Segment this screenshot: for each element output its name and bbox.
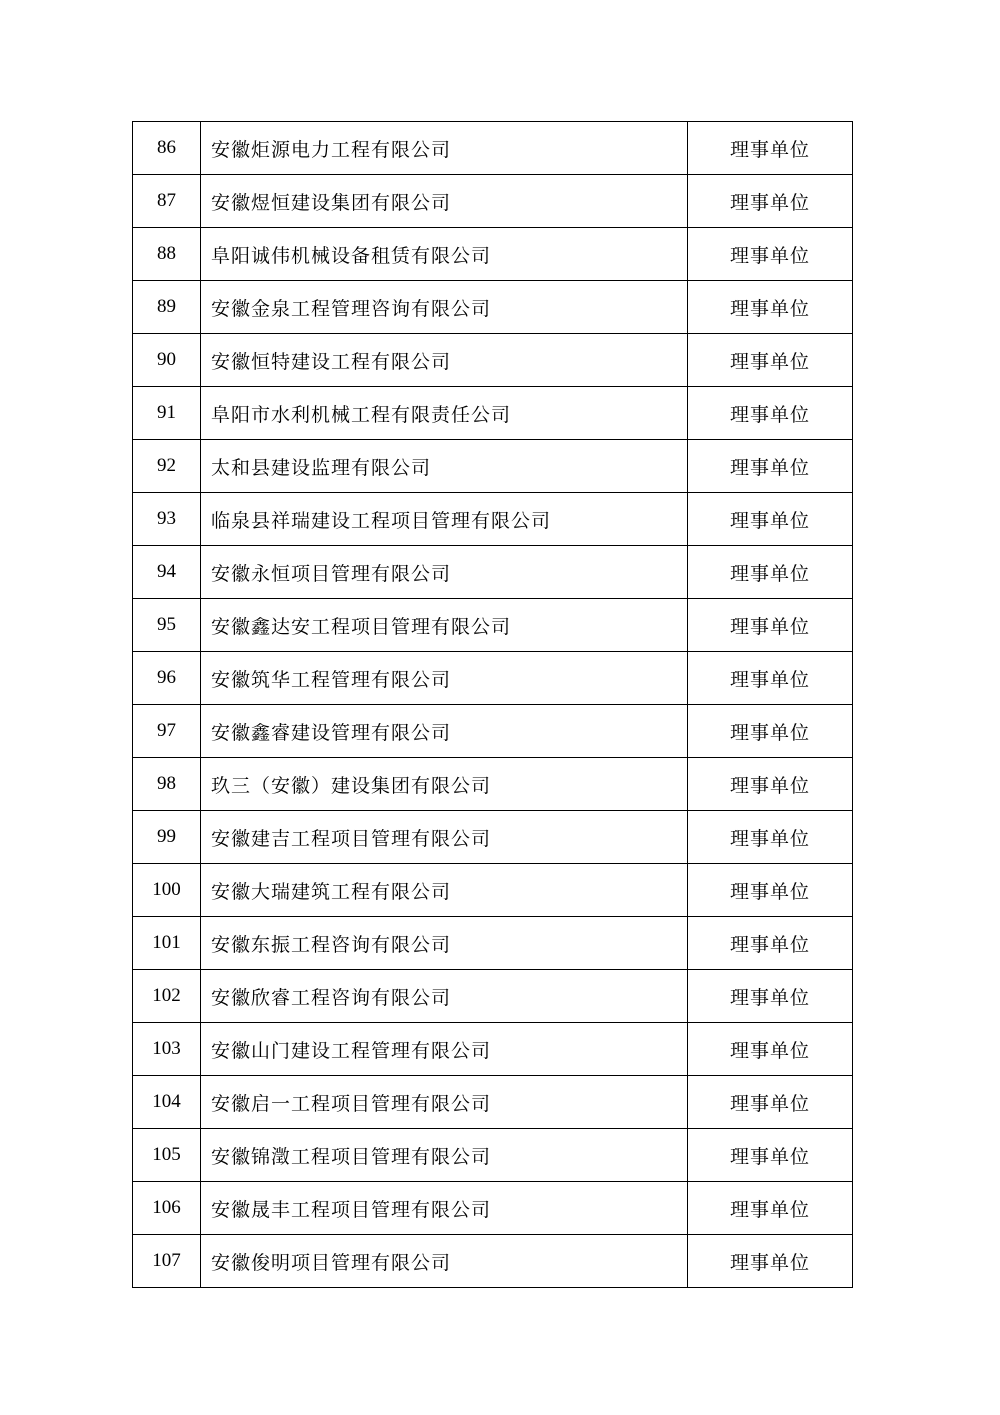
company-name: 玖三（安徽）建设集团有限公司 (201, 758, 688, 811)
table-row (133, 440, 853, 493)
table-row (133, 1129, 853, 1182)
table-row (133, 970, 853, 1023)
member-table (132, 121, 853, 1288)
table-row (133, 546, 853, 599)
row-number: 103 (133, 1023, 201, 1076)
row-number: 93 (133, 493, 201, 546)
table-row (133, 599, 853, 652)
member-role: 理事单位 (688, 440, 853, 493)
member-role: 理事单位 (688, 281, 853, 334)
row-number: 101 (133, 917, 201, 970)
table-row (133, 493, 853, 546)
member-role: 理事单位 (688, 599, 853, 652)
company-name: 阜阳诚伟机械设备租赁有限公司 (201, 228, 688, 281)
row-number: 98 (133, 758, 201, 811)
member-role: 理事单位 (688, 970, 853, 1023)
member-role: 理事单位 (688, 1023, 853, 1076)
row-number: 92 (133, 440, 201, 493)
member-role: 理事单位 (688, 1182, 853, 1235)
company-name: 安徽锦澂工程项目管理有限公司 (201, 1129, 688, 1182)
company-name: 安徽山门建设工程管理有限公司 (201, 1023, 688, 1076)
company-name: 安徽恒特建设工程有限公司 (201, 334, 688, 387)
company-name: 安徽鑫睿建设管理有限公司 (201, 705, 688, 758)
member-role: 理事单位 (688, 811, 853, 864)
row-number: 100 (133, 864, 201, 917)
company-name: 安徽筑华工程管理有限公司 (201, 652, 688, 705)
row-number: 87 (133, 175, 201, 228)
table-row (133, 758, 853, 811)
row-number: 99 (133, 811, 201, 864)
member-role: 理事单位 (688, 546, 853, 599)
member-role: 理事单位 (688, 1129, 853, 1182)
member-role: 理事单位 (688, 705, 853, 758)
member-role: 理事单位 (688, 917, 853, 970)
company-name: 安徽东振工程咨询有限公司 (201, 917, 688, 970)
row-number: 86 (133, 122, 201, 175)
row-number: 91 (133, 387, 201, 440)
table-row (133, 122, 853, 175)
company-name: 临泉县祥瑞建设工程项目管理有限公司 (201, 493, 688, 546)
table-row (133, 864, 853, 917)
table-row (133, 281, 853, 334)
company-name: 安徽大瑞建筑工程有限公司 (201, 864, 688, 917)
table-row (133, 175, 853, 228)
company-name: 安徽煜恒建设集团有限公司 (201, 175, 688, 228)
member-role: 理事单位 (688, 652, 853, 705)
member-role: 理事单位 (688, 1235, 853, 1288)
row-number: 88 (133, 228, 201, 281)
company-name: 安徽启一工程项目管理有限公司 (201, 1076, 688, 1129)
row-number: 96 (133, 652, 201, 705)
table-row (133, 1023, 853, 1076)
member-role: 理事单位 (688, 864, 853, 917)
row-number: 89 (133, 281, 201, 334)
row-number: 94 (133, 546, 201, 599)
row-number: 107 (133, 1235, 201, 1288)
company-name: 安徽永恒项目管理有限公司 (201, 546, 688, 599)
member-role: 理事单位 (688, 758, 853, 811)
company-name: 安徽炬源电力工程有限公司 (201, 122, 688, 175)
company-name: 安徽鑫达安工程项目管理有限公司 (201, 599, 688, 652)
member-role: 理事单位 (688, 1076, 853, 1129)
company-name: 安徽欣睿工程咨询有限公司 (201, 970, 688, 1023)
company-name: 太和县建设监理有限公司 (201, 440, 688, 493)
company-name: 安徽俊明项目管理有限公司 (201, 1235, 688, 1288)
company-name: 安徽晟丰工程项目管理有限公司 (201, 1182, 688, 1235)
table-row (133, 1235, 853, 1288)
table-row (133, 917, 853, 970)
member-table-body (133, 122, 853, 1288)
table-row (133, 387, 853, 440)
row-number: 102 (133, 970, 201, 1023)
member-role: 理事单位 (688, 228, 853, 281)
company-name: 阜阳市水利机械工程有限责任公司 (201, 387, 688, 440)
row-number: 105 (133, 1129, 201, 1182)
table-row (133, 1182, 853, 1235)
table-row (133, 705, 853, 758)
table-row (133, 652, 853, 705)
member-role: 理事单位 (688, 387, 853, 440)
member-role: 理事单位 (688, 175, 853, 228)
row-number: 97 (133, 705, 201, 758)
company-name: 安徽金泉工程管理咨询有限公司 (201, 281, 688, 334)
row-number: 95 (133, 599, 201, 652)
table-row (133, 1076, 853, 1129)
table-row (133, 811, 853, 864)
row-number: 90 (133, 334, 201, 387)
member-role: 理事单位 (688, 122, 853, 175)
row-number: 104 (133, 1076, 201, 1129)
member-table-container (132, 121, 852, 1288)
member-role: 理事单位 (688, 493, 853, 546)
table-row (133, 228, 853, 281)
table-row (133, 334, 853, 387)
row-number: 106 (133, 1182, 201, 1235)
company-name: 安徽建吉工程项目管理有限公司 (201, 811, 688, 864)
member-role: 理事单位 (688, 334, 853, 387)
